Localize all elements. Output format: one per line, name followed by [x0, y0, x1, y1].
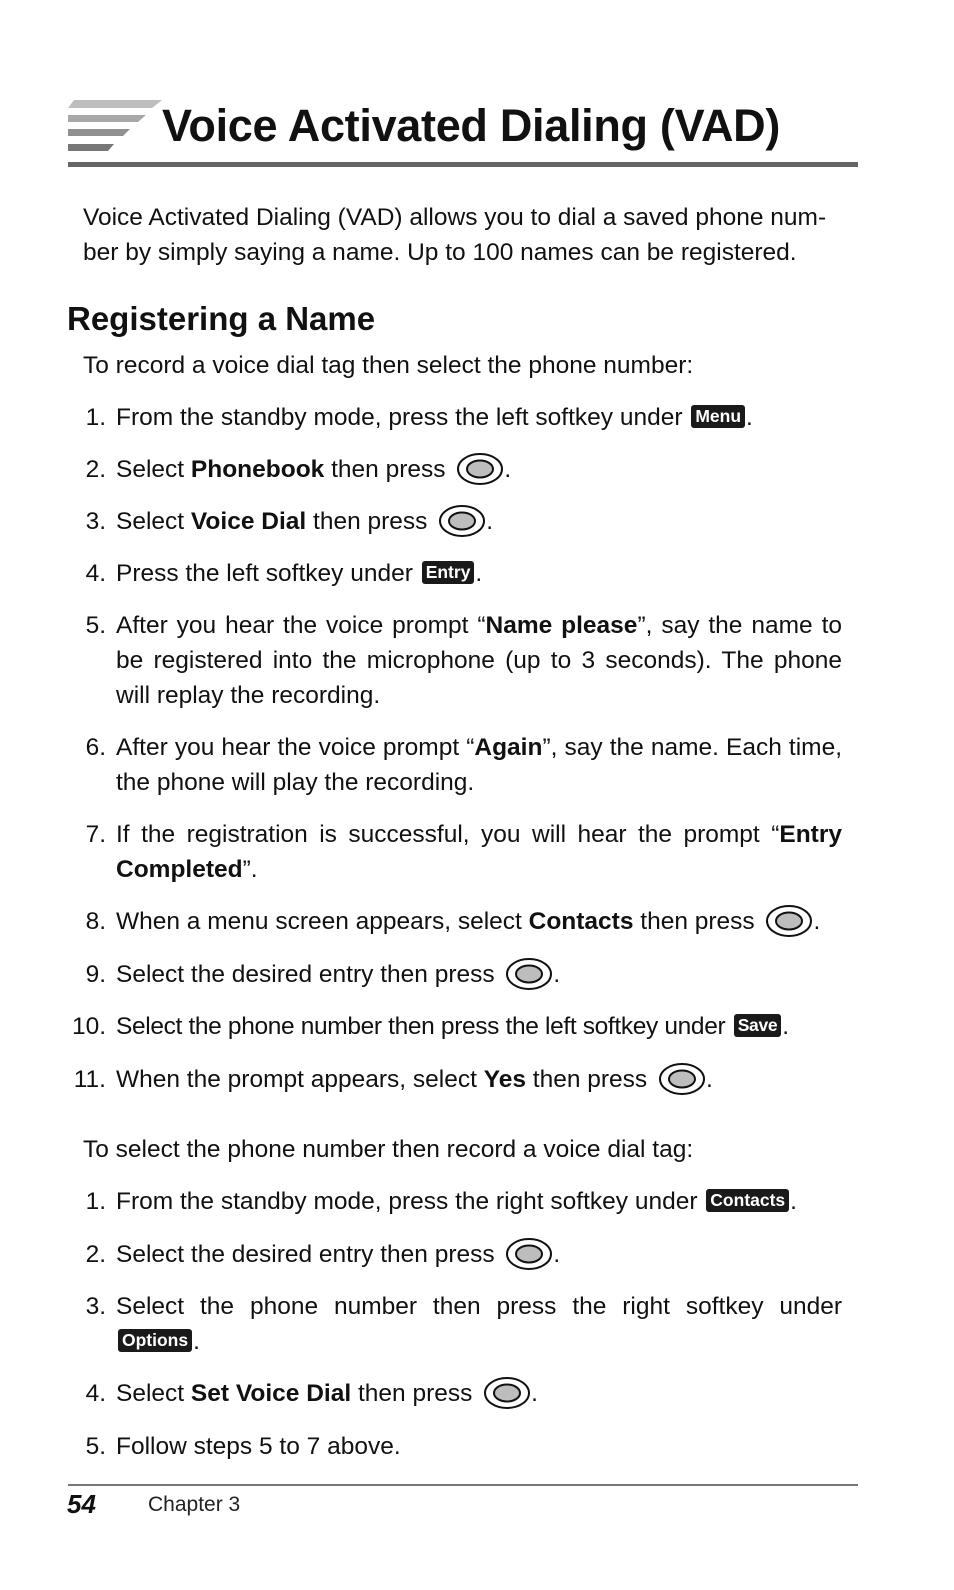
options-softkey-label: Options: [118, 1329, 192, 1352]
step-number: 5.: [85, 612, 106, 639]
footer-rule: [68, 1484, 858, 1486]
intro-line-2: ber by simply saying a name. Up to 100 names can be registered.: [83, 239, 797, 266]
step-text: Select Set Voice Dial then press .: [116, 1376, 842, 1411]
step-number: 4.: [85, 560, 106, 587]
step-number: 4.: [85, 1380, 106, 1407]
step-text: Select Voice Dial then press .: [116, 504, 842, 539]
menu-softkey-label: Menu: [691, 405, 745, 428]
step-number: 8.: [85, 908, 106, 935]
contacts-softkey-label: Contacts: [706, 1189, 789, 1212]
title-rule: [68, 162, 858, 167]
entry-softkey-label: Entry: [422, 561, 475, 584]
step-number: 3.: [85, 1293, 106, 1320]
step-text: Select the phone number then press the right softkey under Options .: [116, 1293, 842, 1355]
chapter-label: Chapter 3: [148, 1493, 241, 1516]
center-select-key-icon: [505, 957, 553, 991]
save-softkey-label: Save: [734, 1014, 781, 1037]
center-select-key-icon: [483, 1376, 531, 1410]
step-number: 9.: [85, 961, 106, 988]
intro-paragraph: [83, 200, 843, 270]
procedure-2-lead: To select the phone number then record a voice dial tag:: [83, 1136, 694, 1163]
center-select-key-icon: [765, 904, 813, 938]
center-select-key-icon: [456, 452, 504, 486]
step-text: When the prompt appears, select Yes then press .: [116, 1062, 842, 1097]
step-number: 7.: [85, 821, 106, 848]
step-number: 1.: [85, 1188, 106, 1215]
step-text: When a menu screen appears, select Contacts then press .: [116, 904, 842, 939]
step-number: 6.: [85, 734, 106, 761]
step-number: 2.: [85, 456, 106, 483]
procedure-1-lead: To record a voice dial tag then select the phone number:: [83, 352, 694, 379]
step-text: From the standby mode, press the right softkey under Contacts .: [116, 1188, 797, 1215]
center-select-key-icon: [658, 1062, 706, 1096]
step-text: Follow steps 5 to 7 above.: [116, 1433, 401, 1460]
step-number: 10.: [71, 1013, 106, 1040]
intro-line-1: Voice Activated Dialing (VAD) allows you to dial a saved phone num-: [83, 204, 827, 231]
step-number: 1.: [85, 404, 106, 431]
step-number: 5.: [85, 1433, 106, 1460]
center-select-key-icon: [438, 504, 486, 538]
step-text: Select the desired entry then press .: [116, 957, 842, 992]
step-text: Select the phone number then press the left softkey under Save .: [116, 1013, 789, 1040]
section-heading: Registering a Name: [67, 300, 376, 337]
title-stripes-decoration: [68, 100, 168, 156]
page-title: Voice Activated Dialing (VAD): [162, 100, 781, 151]
step-text: After you hear the voice prompt “Name please”, say the name to be registered into the microphone (up to 3 seconds). The phone will replay the recording.: [116, 612, 843, 709]
step-text: If the registration is successful, you will hear the prompt “Entry Completed”.: [116, 821, 842, 883]
step-number: 11.: [73, 1066, 106, 1093]
step-number: 3.: [85, 508, 106, 535]
step-number: 2.: [85, 1241, 106, 1268]
step-text: Select the desired entry then press .: [116, 1237, 842, 1272]
step-text: After you hear the voice prompt “Again”, say the name. Each time, the phone will play the recording.: [116, 734, 842, 796]
step-text: From the standby mode, press the left softkey under Menu .: [116, 404, 753, 431]
center-select-key-icon: [505, 1237, 553, 1271]
page-number: 54: [67, 1489, 96, 1519]
step-text: Select Phonebook then press .: [116, 452, 842, 487]
step-text: Press the left softkey under Entry .: [116, 560, 483, 587]
